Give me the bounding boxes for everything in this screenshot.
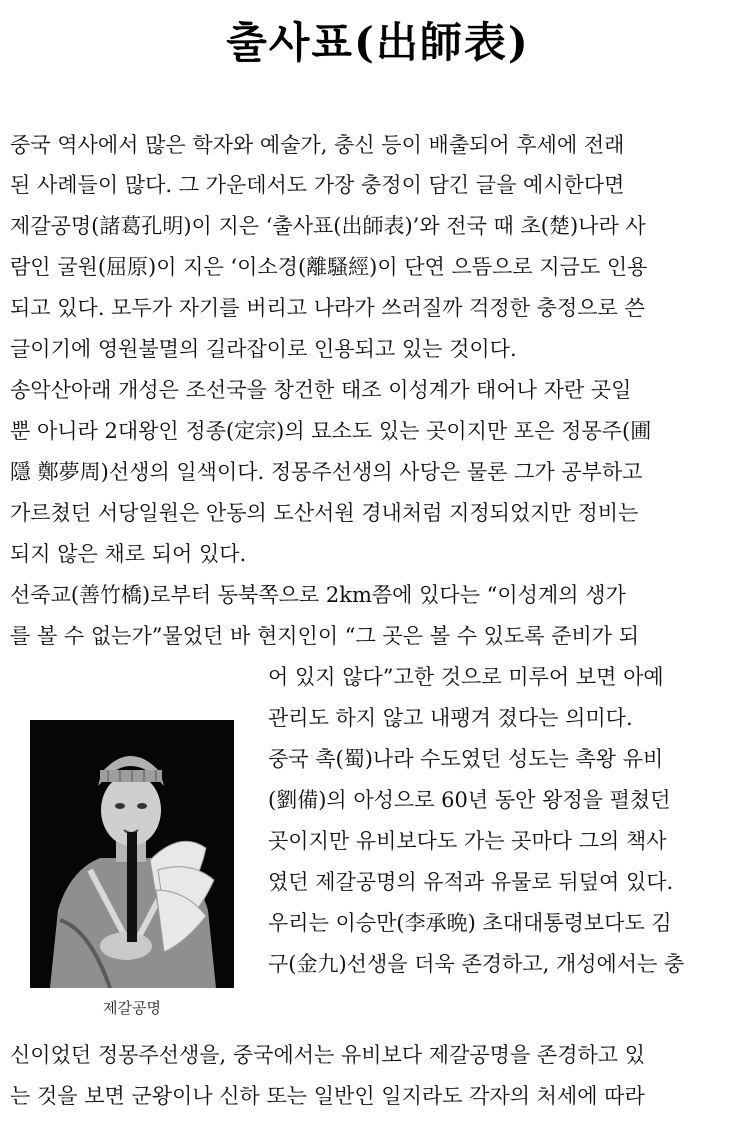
- paragraph-line: 글이기에 영원불멸의 길라잡이로 인용되고 있는 것이다.: [10, 337, 517, 361]
- paragraph-line: 중국 역사에서 많은 학자와 예술가, 충신 등이 배출되어 후세에 전래: [10, 133, 625, 157]
- portrait-photo: [30, 720, 234, 988]
- paragraph-line: 람인 굴원(屈原)이 지은 ‘이소경(離騷經)이 단연 으뜸으로 지금도 인용: [10, 255, 648, 279]
- paragraph-line: 우리는 이승만(李承晩) 초대대통령보다도 김: [268, 911, 672, 935]
- paragraph-line: 제갈공명(諸葛孔明)이 지은 ‘출사표(出師表)’와 전국 때 초(楚)나라 사: [10, 214, 646, 238]
- paragraph-line: 곳이지만 유비보다도 가는 곳마다 그의 책사: [268, 829, 667, 853]
- paragraph-line: 였던 제갈공명의 유적과 유물로 뒤덮여 있다.: [268, 870, 674, 894]
- paragraph-line: 된 사례들이 많다. 그 가운데서도 가장 충정이 담긴 글을 예시한다면: [10, 173, 625, 197]
- paragraph-line: 가르쳤던 서당일원은 안동의 도산서원 경내처럼 지정되었지만 정비는: [10, 501, 639, 525]
- paragraph-line: 구(金九)선생을 더욱 존경하고, 개성에서는 충: [268, 952, 685, 976]
- page-title: 출사표(出師表): [226, 18, 530, 67]
- paragraph-line: 어 있지 않다”고한 것으로 미루어 보면 아예: [268, 665, 664, 689]
- paragraph-line: (劉備)의 아성으로 60년 동안 왕정을 펼쳤던: [268, 788, 671, 812]
- paragraph-line: 되지 않은 채로 되어 있다.: [10, 542, 247, 566]
- paragraph-line: 를 볼 수 없는가”물었던 바 현지인이 “그 곳은 볼 수 있도록 준비가 되: [10, 624, 640, 648]
- paragraph-line: 중국 촉(蜀)나라 수도였던 성도는 촉왕 유비: [268, 747, 664, 771]
- paragraph-line: 뿐 아니라 2대왕인 정종(定宗)의 묘소도 있는 곳이지만 포은 정몽주(圃: [10, 419, 652, 443]
- photo-caption: 제갈공명: [103, 999, 161, 1017]
- paragraph-line: 선죽교(善竹橋)로부터 동북쪽으로 2km쯤에 있다는 “이성계의 생가: [10, 583, 626, 607]
- paragraph-line: 신이었던 정몽주선생을, 중국에서는 유비보다 제갈공명을 존경하고 있: [10, 1043, 646, 1067]
- statue-figure: [30, 720, 234, 988]
- paragraph-line: 는 것을 보면 군왕이나 신하 또는 일반인 일지라도 각자의 처세에 따라: [10, 1084, 645, 1108]
- paragraph-line: 隱 鄭夢周)선생의 일색이다. 정몽주선생의 사당은 물론 그가 공부하고: [10, 460, 643, 484]
- paragraph-line: 관리도 하지 않고 내팽겨 졌다는 의미다.: [268, 706, 633, 730]
- paragraph-line: 되고 있다. 모두가 자기를 버리고 나라가 쓰러질까 걱정한 충정으로 쓴: [10, 296, 645, 320]
- paragraph-line: 송악산아래 개성은 조선국을 창건한 태조 이성계가 태어나 자란 곳일: [10, 378, 632, 402]
